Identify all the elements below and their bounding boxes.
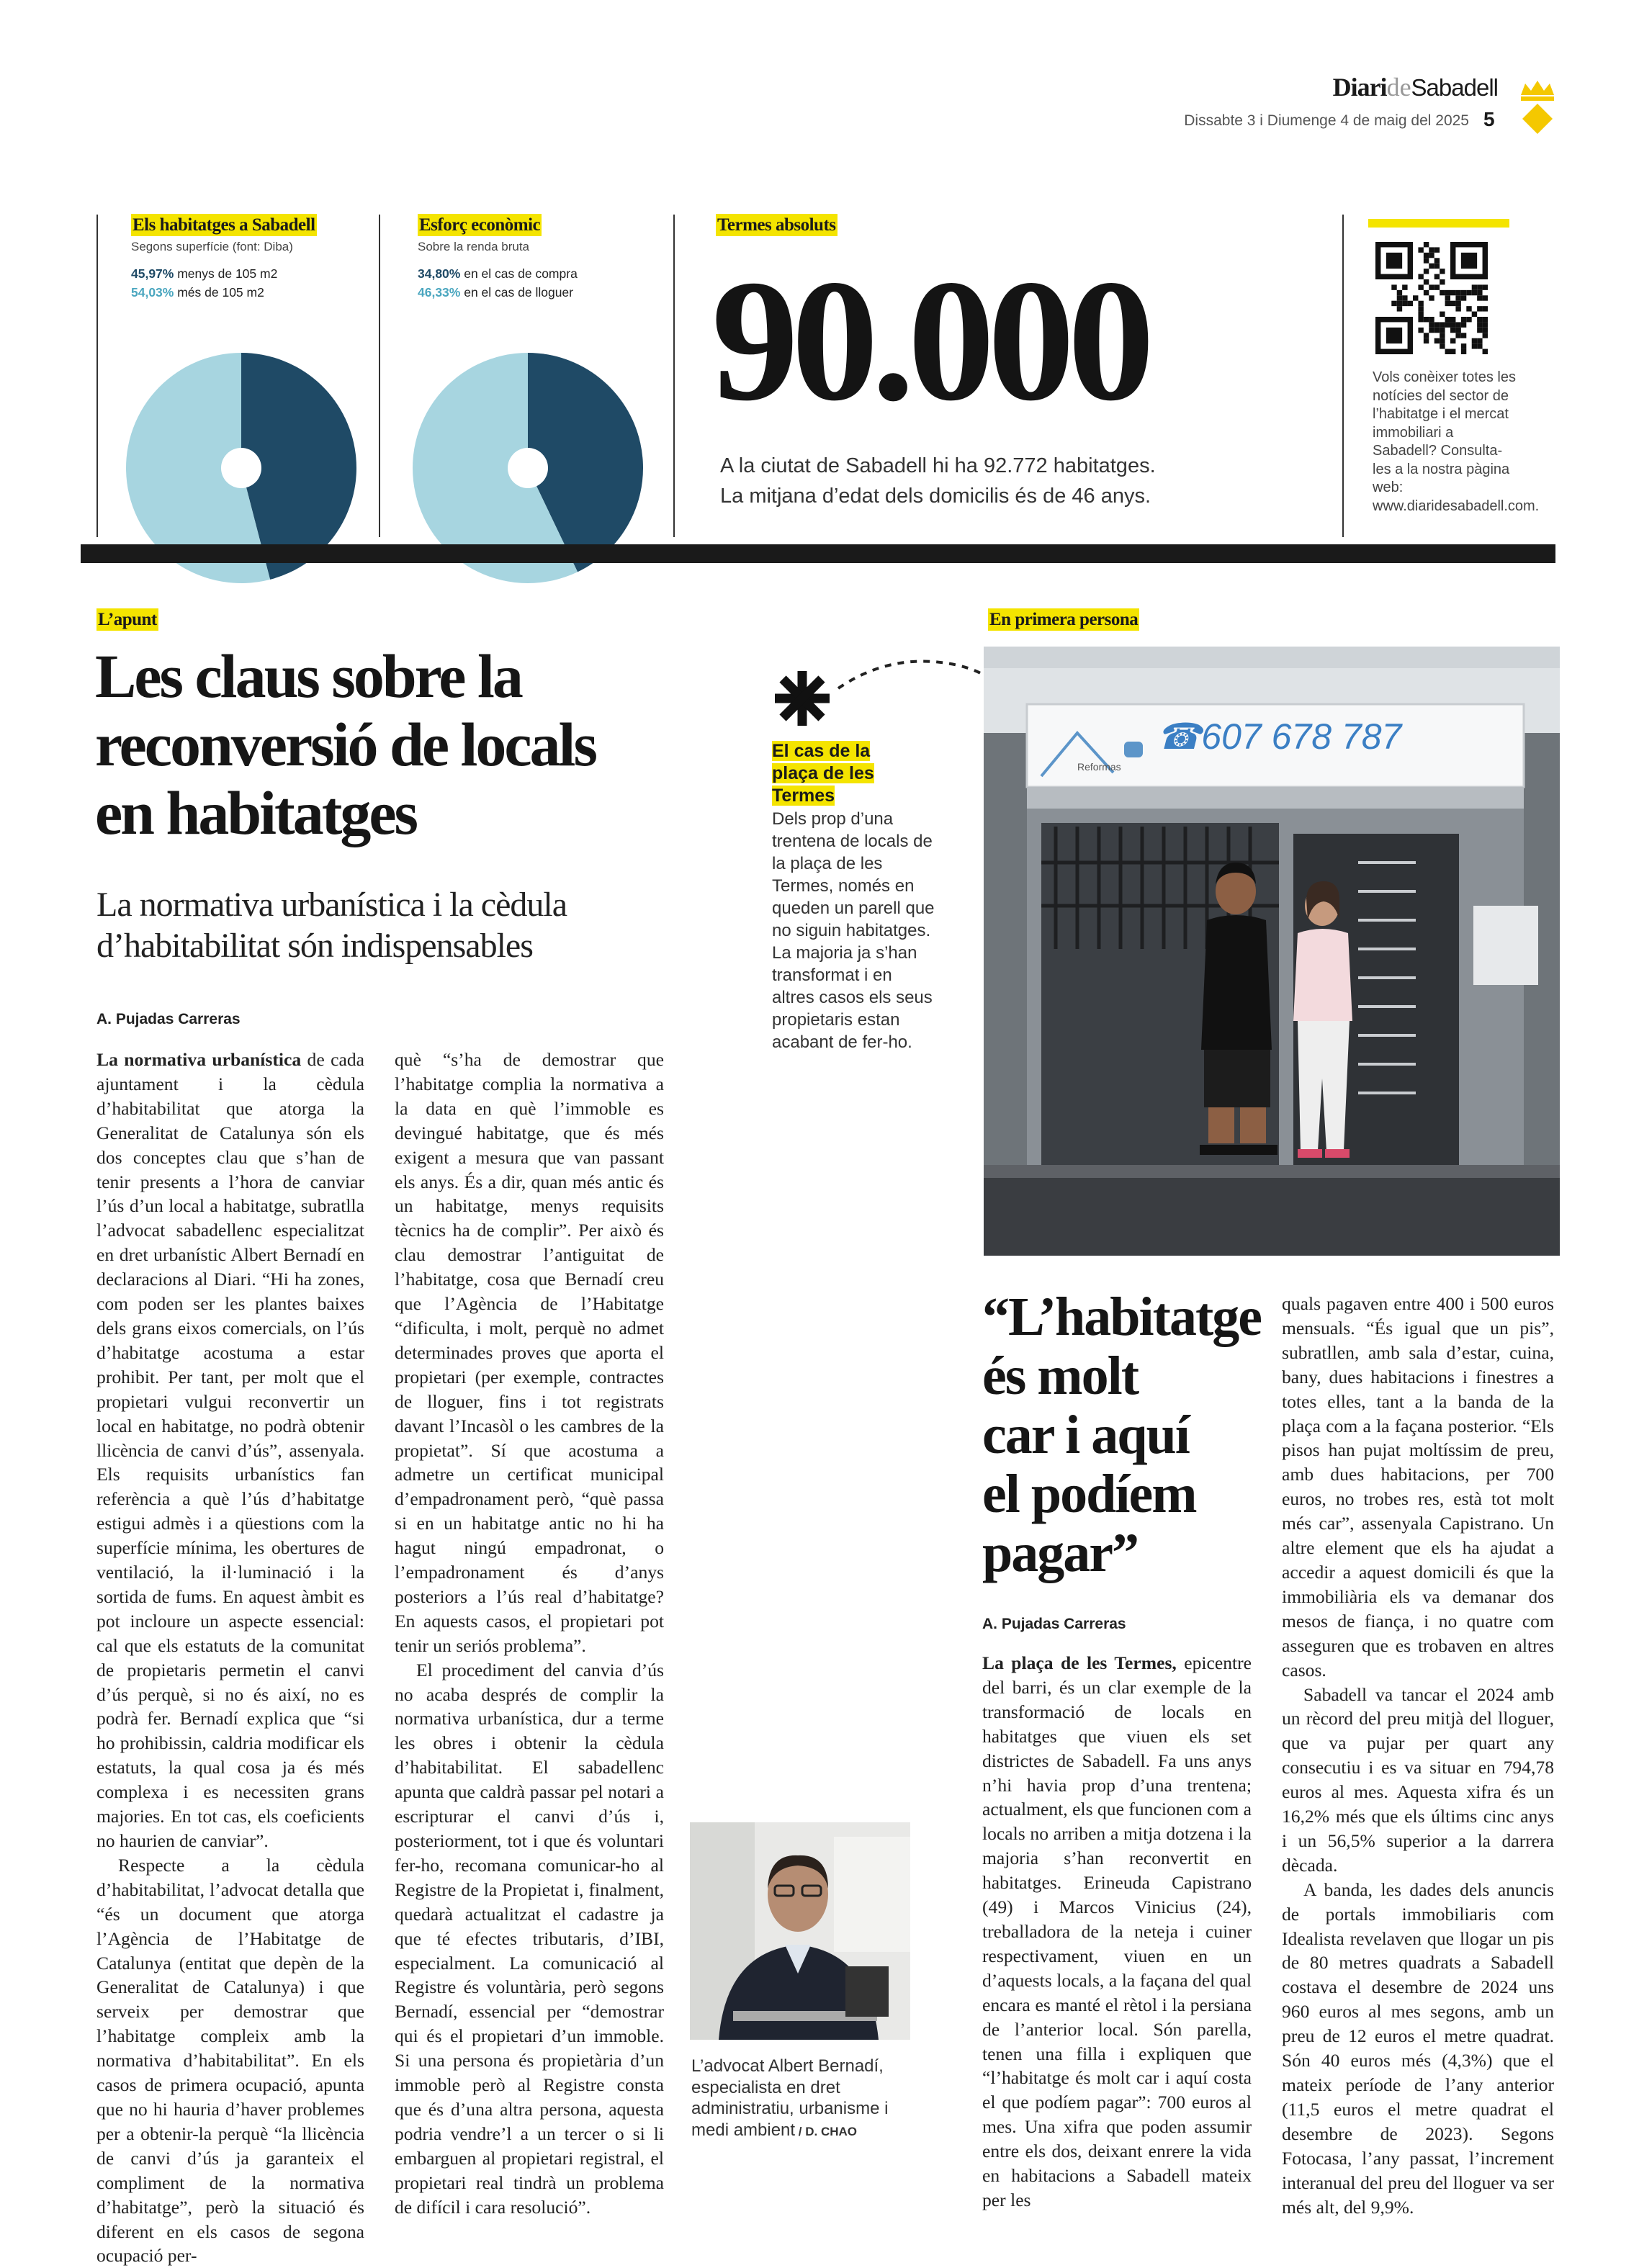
- chart2-text-1: en el cas de compra: [460, 266, 578, 281]
- qr-module: [1440, 279, 1445, 284]
- qr-module: [1429, 295, 1434, 300]
- qr-module: [1472, 290, 1477, 295]
- qr-module: [1424, 317, 1429, 322]
- qr-module: [1424, 253, 1429, 258]
- divider: [673, 215, 675, 537]
- article2-paragraph: [982, 1651, 1252, 2213]
- qr-module: [1440, 312, 1445, 317]
- qr-module: [1455, 328, 1460, 333]
- qr-module: [1418, 317, 1423, 322]
- qr-module: [1429, 322, 1434, 327]
- qr-module: [1483, 306, 1488, 311]
- brand-sabadell: Sabadell: [1411, 74, 1498, 101]
- article1-subhead: [96, 884, 567, 966]
- crown-diamond-icon: [1518, 79, 1557, 137]
- sidebar-text: Dels prop d’una trentena de locals de la plaça de les Termes, només en queden un parell que no siguin habitatges. La majoria ja s’han transformat i en altres casos els seus propietaris estan acabant de fer-ho.: [772, 809, 935, 1052]
- headline-line: Les claus sobre la: [95, 642, 521, 711]
- qr-module: [1391, 284, 1396, 289]
- qr-module: [1418, 328, 1423, 333]
- qr-module: [1483, 295, 1488, 300]
- qr-module: [1424, 258, 1429, 263]
- qr-module: [1434, 274, 1440, 279]
- big-number-block: [716, 216, 1321, 234]
- divider: [96, 215, 98, 537]
- article1-lead: La normativa urbanística: [96, 1049, 302, 1070]
- headline-line: reconversió de locals: [95, 710, 596, 779]
- qr-module: [1461, 295, 1466, 300]
- qr-module: [1440, 343, 1445, 348]
- qr-module: [1461, 343, 1466, 348]
- article1-headline: [95, 642, 596, 847]
- divider: [1342, 215, 1344, 537]
- storefront-sign-phone: ☎607 678 787: [1157, 716, 1402, 757]
- section-rule: [81, 544, 1555, 563]
- chart2-legend-item: [418, 283, 663, 302]
- qr-module: [1440, 322, 1445, 327]
- article2-lead: La plaça de les Termes,: [982, 1652, 1177, 1673]
- qr-module: [1440, 269, 1445, 274]
- quote-line: és molt: [982, 1346, 1139, 1406]
- qr-module: [1413, 295, 1418, 300]
- pie-center-hole: [221, 448, 261, 488]
- qr-module: [1461, 290, 1466, 295]
- subhead-line: La normativa urbanística i la cèdula: [96, 886, 567, 924]
- chart1-value-1: 45,97%: [131, 266, 174, 281]
- qr-module: [1429, 284, 1434, 289]
- qr-module: [1418, 306, 1423, 311]
- qr-module: [1450, 301, 1455, 306]
- qr-module: [1434, 284, 1440, 289]
- qr-module: [1450, 328, 1455, 333]
- qr-module: [1418, 312, 1423, 317]
- chart1-text-2: més de 105 m2: [174, 285, 264, 300]
- qr-module: [1477, 295, 1482, 300]
- qr-module: [1461, 317, 1466, 322]
- qr-module: [1472, 312, 1477, 317]
- chart1-legend-item: [131, 264, 369, 283]
- masthead: [1210, 72, 1498, 115]
- qr-text: Vols conèixer totes les notícies del sector de l’habitatge i el mercat immobiliari a Sabadell? Consulta-les a la nostra pàgina web: www.diaridesabadell.com.: [1373, 369, 1540, 514]
- qr-module: [1424, 290, 1429, 295]
- qr-module: [1445, 317, 1450, 322]
- qr-module: [1424, 338, 1429, 343]
- chart1-text-1: menys de 105 m2: [174, 266, 278, 281]
- article2-quote: [982, 1287, 1261, 1583]
- article1-column-2: [395, 1048, 664, 2218]
- qr-module: [1434, 247, 1440, 252]
- article1-paragraph: El procediment del canvia d’ús no acaba després de complir la normativa urbanística, dur a terme les obres i obtenir la cèdula d’habitabilitat. El sabadellenc apunta que caldrà passar pel notari a escripturar el canvi d’ús i, posteriorment, tot i que és voluntari fer-ho, recomana comunicar-ho al Registre de la Propietat i, finalment, quedarà actualitzat el cadastre ja que té efectes tributaris, d’IBI, especialment. La comunicació al Registre és voluntària, però segons Bernadí, essencial per “demostrar qui és el propietari d’un immoble. Si una persona és propietària d’un immoble però al Registre consta que és d’una altra persona, aquesta podria vendre’l a un tercer o si li embarguen al propietari registral, el propietari real tindrà un problema de difícil i cara resolució”.: [395, 1659, 664, 2218]
- chart1-legend-item: [131, 283, 369, 302]
- sidebar-title-line: plaça de les: [772, 763, 874, 783]
- qr-module: [1429, 317, 1434, 322]
- qr-module: [1450, 317, 1455, 322]
- article1-text: de cada ajuntament i la cèdula d’habitabilitat que atorga la Generalitat de Catalunya són els dos conceptes clau que s’han de tenir presents a l’hora de canviar l’ús d’un local a habitatge, subratlla l’advocat sabadellenc especialitzat en dret urbanístic Albert Bernadí en declaracions al Diari. “Hi ha zones, com poden ser les plantes baixes dels grans eixos comercials, on l’ús d’habitatge acostuma a estar prohibit. Per tant, per molt que el propietari vulgui reconvertir un local en habitatge, no podrà obtenir llicència de canvi d’ús”, assenyala. Els requisits urbanístics fan referència a què l’ús d’habitatge estigui admès i a qüestions com la superfície mínima, les obertures de ventilació, la il·luminació i la sortida de fums. En aquest àmbit es pot incloure un aspecte essencial: cal que els estatuts de la comunitat de propietaris permetin el canvi d’ús perquè, si no és així, no es podrà fer. Bernadí explica que “si ho prohibissin, caldria modificar els estatuts, la qual cosa ja és més complexa i es necessiten grans majories. En tot cas, els coeficients no haurien de canviar”.: [96, 1049, 364, 1851]
- article2-byline: A. Pujadas Carreras: [982, 1616, 1126, 1632]
- qr-module: [1434, 264, 1440, 269]
- qr-module: [1466, 306, 1471, 311]
- qr-module: [1450, 290, 1455, 295]
- qr-module: [1402, 295, 1407, 300]
- qr-module: [1477, 290, 1482, 295]
- big-number-text: [720, 451, 1156, 511]
- qr-module: [1397, 295, 1402, 300]
- qr-module: [1402, 301, 1407, 306]
- article2-kicker: [988, 611, 1139, 629]
- quote-line: el podíem: [982, 1464, 1196, 1524]
- qr-module: [1466, 290, 1471, 295]
- qr-module: [1472, 338, 1477, 343]
- asterisk-icon: [772, 668, 832, 729]
- page-number: 5: [1483, 108, 1495, 130]
- article1-paragraph: Respecte a la cèdula d’habitabilitat, l’advocat detalla que “és un document que atorga l’Agència de l’Habitatge de Catalunya (entitat que depèn de la Generalitat de Catalunya) i que serveix per demostrar que l’habitatge compleix amb la normativa d’habitabilitat”. En els casos de primera ocupació, apunta que no hi hauria d’haver problemes per a obtenir-la perquè “la llicència de canvi d’ús ja garanteix el compliment de la normativa d’habitatge”, però la situació és diferent en els casos de segona ocupació per-: [96, 1854, 364, 2267]
- qr-module: [1472, 284, 1477, 289]
- article2-text: epicentre del barri, és un clar exemple de la transformació de locals en habitatges que viuen els set districtes de Sabadell. Fa uns anys n’hi havia prop d’una trentena; actualment, els que funcionen com a locals no arriben a mitja dotzena i la majoria s’han reconvertit en habitatges. Erineuda Capistrano (49) i Marcos Vinicius (24), treballadora de la neteja i cuiner respectivament, viuen en un d’aquests locals, a la façana del qual encara es manté el rètol i la persiana de l’anterior local. Són parella, tenen una filla i expliquen que “l’habitatge és molt car i aquí costa el que podíem pagar”: 700 euros al mes. Una xifra que poden assumir entre els dos, deixant enrere la vida en habitacions a Sabadell mateix per les: [982, 1652, 1252, 2210]
- qr-finder: [1386, 328, 1402, 343]
- qr-module: [1483, 328, 1488, 333]
- storefront-sign-name: Reformas: [1077, 761, 1121, 773]
- qr-module: [1391, 301, 1396, 306]
- qr-module: [1455, 306, 1460, 311]
- qr-module: [1434, 338, 1440, 343]
- chart2-value-1: 34,80%: [418, 266, 461, 281]
- chart2-pie: [409, 346, 647, 540]
- qr-module: [1461, 322, 1466, 327]
- sidebar-title-line: Termes: [772, 786, 835, 806]
- big-number-text-line: A la ciutat de Sabadell hi ha 92.772 habitatges.: [720, 454, 1156, 477]
- qr-module: [1477, 317, 1482, 322]
- qr-module: [1466, 317, 1471, 322]
- chart1-pie: [122, 346, 360, 540]
- qr-module: [1434, 258, 1440, 263]
- qr-module: [1455, 322, 1460, 327]
- chart1-legend: [131, 264, 369, 302]
- chart1-value-2: 54,03%: [131, 285, 174, 300]
- qr-module: [1455, 295, 1460, 300]
- article1-paragraph: què “s’ha de demostrar que l’habitatge complia la normativa a la data en què l’immoble es devingué habitatge, que és més exigent a mesura que van passant els anys. És a dir, quan més antic és un habitatge, menys requisits tècnics ha de complir”. Per això és clau demostrar l’antiguitat de l’habitatge, cosa que Bernadí creu que l’Agència de l’Habitatge “dificulta, i molt, perquè no admet determinades proves que aporta el propietari (per exemple, contractes de lloguer, fins i tot registrats davant l’Incasòl o les cambres de la propietat”. Sí que acostuma a admetre un certificat municipal d’empadronament però, “què passa si en un habitatge antic no hi ha hagut ningú empadronat, o l’empadronament és d’anys posteriors a l’ús real d’habitatge? En aquests casos, el propietari pot tenir un seriós problema”.: [395, 1049, 664, 1656]
- qr-module: [1429, 328, 1434, 333]
- photo-credit: / D. CHAO: [795, 2124, 858, 2138]
- pie-center-hole: [508, 448, 548, 488]
- qr-module: [1455, 301, 1460, 306]
- qr-module: [1450, 322, 1455, 327]
- qr-module: [1477, 343, 1482, 348]
- chart2-title: Esforç econòmic: [419, 215, 541, 235]
- qr-module: [1424, 279, 1429, 284]
- chart1-block: [131, 216, 369, 302]
- qr-module: [1483, 322, 1488, 327]
- article2-column-1: [982, 1651, 1252, 2210]
- qr-module: [1397, 290, 1402, 295]
- photo-caption-text: L’advocat Albert Bernadí, especialista en dret administratiu, urbanisme i medi ambient: [691, 2056, 889, 2140]
- qr-module: [1424, 269, 1429, 274]
- qr-module: [1461, 349, 1466, 354]
- qr-module: [1445, 349, 1450, 354]
- qr-module: [1450, 349, 1455, 354]
- quote-line: pagar”: [982, 1523, 1138, 1583]
- headline-line: en habitatges: [95, 778, 416, 847]
- qr-module: [1445, 301, 1450, 306]
- chart1-subtitle: Segons superfície (font: Diba): [131, 240, 293, 253]
- qr-module: [1424, 333, 1429, 338]
- article2-paragraph: quals pagaven entre 400 i 500 euros mensuals. “És igual que un pis”, subratllen, amb sala d’estar, cuina, bany, dues habitacions i finestres a totes elles, tant a la banda de la plaça com a la façana posterior. “Els pisos han pujat moltíssim de preu, amb dues habitacions, per 700 euros, no trobes res, està tot molt més car”, assenyala Capistrano. Un altre element que els ha ajudat a accedir a aquest domicili és que la immobiliària els va demanar dos mesos de fiança, i no quatre com asseguren que es trobaven en altres casos.: [1282, 1293, 1554, 1680]
- qr-module: [1483, 317, 1488, 322]
- qr-module: [1397, 306, 1402, 311]
- qr-module: [1424, 242, 1429, 247]
- subhead-line: d’habitabilitat són indispensables: [96, 927, 533, 965]
- storefront-photo: [984, 647, 1560, 1256]
- qr-module: [1450, 338, 1455, 343]
- article2-column-2: [1282, 1292, 1554, 2218]
- chart2-value-2: 46,33%: [418, 285, 461, 300]
- issue-date: Dissabte 3 i Diumenge 4 de maig del 2025: [1184, 112, 1469, 129]
- qr-module: [1429, 264, 1434, 269]
- article1-column-1: [96, 1048, 364, 2267]
- qr-module: [1408, 301, 1413, 306]
- qr-module: [1418, 274, 1423, 279]
- qr-finder: [1386, 253, 1402, 269]
- qr-module: [1461, 333, 1466, 338]
- article1-paragraph: [96, 1048, 364, 1853]
- chart2-legend: [418, 264, 663, 302]
- qr-module: [1402, 284, 1407, 289]
- qr-finder: [1461, 253, 1477, 269]
- chart2-text-2: en el cas de lloguer: [460, 285, 573, 300]
- qr-module: [1477, 284, 1482, 289]
- qr-module: [1483, 284, 1488, 289]
- chart2-block: [418, 216, 663, 302]
- qr-module: [1472, 343, 1477, 348]
- divider: [379, 215, 380, 537]
- article1-kicker-label: L’apunt: [98, 610, 157, 629]
- qr-module: [1445, 295, 1450, 300]
- lawyer-photo: [690, 1822, 910, 2040]
- qr-module: [1440, 333, 1445, 338]
- chart1-title: Els habitatges a Sabadell: [133, 215, 315, 235]
- qr-module: [1440, 328, 1445, 333]
- sidebar-title-line: El cas de la: [772, 741, 871, 761]
- qr-module: [1440, 290, 1445, 295]
- qr-module: [1477, 322, 1482, 327]
- article1-byline: A. Pujadas Carreras: [96, 1011, 241, 1027]
- qr-module: [1429, 247, 1434, 252]
- qr-module: [1477, 306, 1482, 311]
- qr-module: [1455, 290, 1460, 295]
- sidebar-title: [772, 740, 874, 807]
- photo-caption: [691, 2056, 922, 2142]
- qr-module: [1477, 328, 1482, 333]
- qr-module: [1483, 349, 1488, 354]
- article2-paragraph: Sabadell va tancar el 2024 amb un rècord del preu mitjà del lloguer, que va pujar per quart any consecutiu i es va situar en 794,78 euros al mes. Aquesta xifra és un 16,2% més que els últims cinc anys i un 56,5% superior a la darrera dècada.: [1282, 1683, 1554, 1876]
- qr-module: [1429, 253, 1434, 258]
- qr-accent-bar: [1368, 219, 1509, 228]
- qr-module: [1434, 322, 1440, 327]
- qr-module: [1434, 328, 1440, 333]
- brand-diari: Diari: [1332, 73, 1387, 102]
- brand-de: de: [1386, 73, 1411, 102]
- qr-module: [1418, 301, 1423, 306]
- chart2-subtitle: Sobre la renda bruta: [418, 240, 529, 253]
- big-number-text-line: La mitjana d’edat dels domicilis és de 46 anys.: [720, 485, 1151, 508]
- article2-kicker-label: En primera persona: [989, 610, 1139, 629]
- qr-module: [1477, 338, 1482, 343]
- qr-module: [1483, 333, 1488, 338]
- qr-code[interactable]: [1375, 242, 1488, 354]
- quote-line: “L’habitatge: [982, 1287, 1262, 1347]
- big-number-label: Termes absoluts: [717, 215, 836, 235]
- chart2-legend-item: [418, 264, 663, 283]
- qr-module: [1418, 284, 1423, 289]
- quote-line: car i aquí: [982, 1405, 1189, 1465]
- qr-module: [1418, 247, 1423, 252]
- qr-module: [1445, 290, 1450, 295]
- article1-kicker: [96, 611, 158, 629]
- qr-module: [1445, 322, 1450, 327]
- qr-module: [1455, 333, 1460, 338]
- article2-paragraph: A banda, les dades dels anuncis de portals immobiliaris com Idealista revelaven que llogar un pis de 80 metres quadrats a Sabadell costava el desembre de 2024 uns 960 euros al mes segons, amb un preu de 12 euros el metre quadrat. Són 40 euros més (4,3%) que el mateix període de l’any anterior (11,5 euros el metre quadrat el desembre de 2023). Segons Fotocasa, l’any passat, l’increment interanual del preu del lloguer va ser més alt, del 9,9%.: [1282, 1878, 1554, 2218]
- qr-module: [1397, 301, 1402, 306]
- qr-module: [1440, 338, 1445, 343]
- big-number: 90.000: [711, 244, 1148, 437]
